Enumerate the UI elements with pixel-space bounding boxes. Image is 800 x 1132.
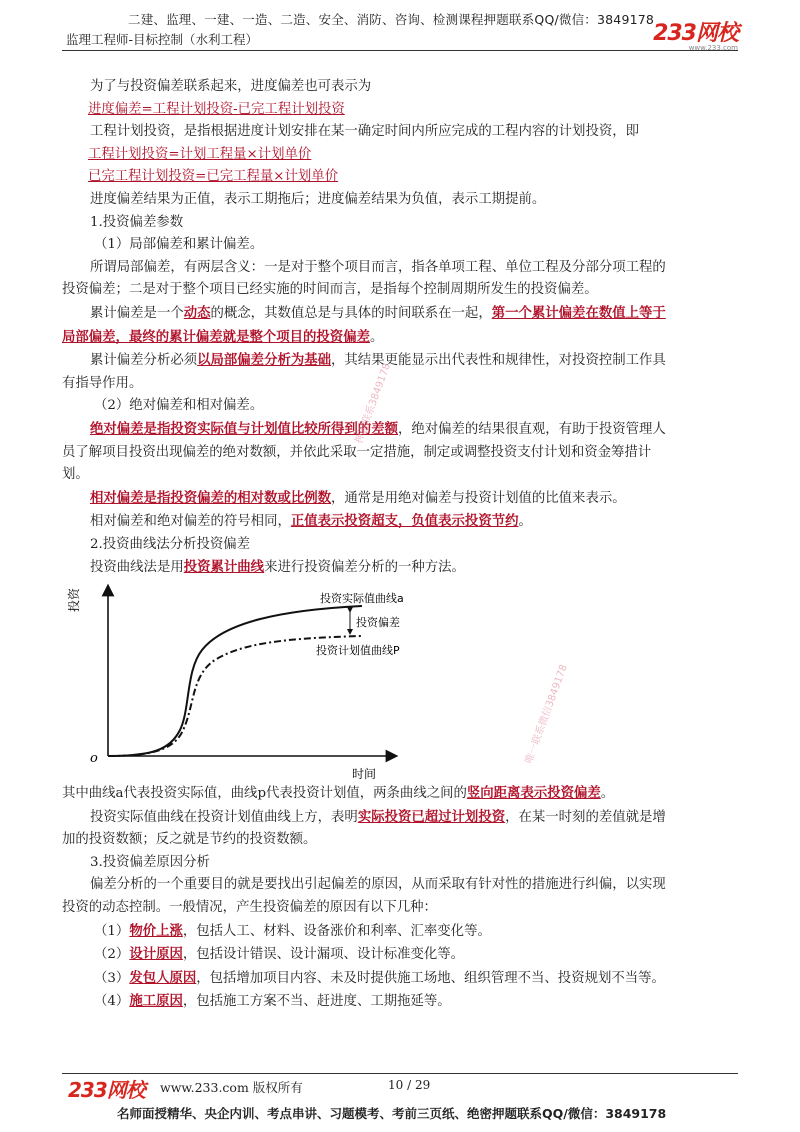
paragraph: 投资曲线法是用投资累计曲线来进行投资偏差分析的一种方法。	[90, 559, 465, 576]
paragraph: 员了解项目投资出现偏差的绝对数额，并依此采取一定措施，制定或调整投资支付计划和资金筹措计	[62, 444, 652, 460]
curve-a-actual	[108, 606, 362, 756]
section-heading: 1.投资偏差参数	[90, 214, 184, 230]
page-number: 10 / 29	[388, 1078, 431, 1092]
footer-logo[interactable]: 233网校	[68, 1078, 145, 1102]
footer-promo: 名师面授精华、央企内训、考点串讲、习题模考、考前三页纸、绝密押题联系QQ/微信：3849178	[117, 1106, 667, 1121]
paragraph: 相对偏差和绝对偏差的符号相同，正值表示投资超支，负值表示投资节约。	[90, 513, 532, 530]
section-heading: 2.投资曲线法分析投资偏差	[90, 536, 251, 552]
paragraph: 投资实际值曲线在投资计划值曲线上方，表明实际投资已超过计划投资，在某一时刻的差值就是增	[90, 808, 666, 825]
watermark: 唯一联系微信3849178	[523, 663, 570, 766]
paragraph: 相对偏差是指投资偏差的相对数或比例数，通常是用绝对偏差与投资计划值的比值来表示。	[90, 489, 626, 506]
logo-url: www.233.com	[688, 44, 738, 52]
paragraph: 投资偏差；二是对于整个项目已经实施的时间而言，是指每个控制周期所发生的投资偏差。	[62, 282, 598, 298]
x-axis-label: 时间	[352, 767, 377, 780]
list-item: （1）物价上涨，包括人工、材料、设备涨价和利率、汇率变化等。	[94, 922, 491, 939]
paragraph: 所谓局部偏差，有两层含义：一是对于整个项目而言，指各单项工程、单位工程及分部分项工程的	[90, 259, 666, 275]
header-divider	[62, 50, 738, 51]
footer-divider	[62, 1073, 738, 1074]
list-item: （4）施工原因，包括施工方案不当、赶进度、工期拖延等。	[94, 993, 451, 1010]
paragraph: 累计偏差分析必须以局部偏差分析为基础，其结果更能显示出代表性和规律性，对投资控制工作具	[90, 352, 666, 369]
curve-a-label: 投资实际值曲线a	[320, 592, 404, 605]
header-top-line: 二建、监理、一建、一造、二造、安全、消防、咨询、检测课程押题联系QQ/微信：3849178	[128, 12, 655, 27]
investment-curve-figure	[62, 580, 462, 780]
formula-progress-deviation: 进度偏差=工程计划投资-已完工程计划投资	[88, 101, 345, 117]
document-body-continued	[62, 782, 740, 1014]
y-axis-label: 投资	[67, 587, 81, 612]
header-logo[interactable]	[653, 16, 738, 52]
paragraph: 工程计划投资，是指根据进度计划安排在某一确定时间内所应完成的工程内容的计划投资，即	[90, 124, 640, 140]
watermark: 押题联系3849178	[353, 361, 394, 446]
formula-planned-investment: 工程计划投资=计划工程量×计划单价	[88, 146, 312, 162]
paragraph: 投资的动态控制。一般情况，产生投资偏差的原因有以下几种：	[62, 899, 437, 915]
footer-copyright: www.233.com 版权所有	[160, 1080, 303, 1095]
paragraph: 局部偏差，最终的累计偏差就是整个项目的投资偏差。	[62, 328, 384, 345]
subsection-heading: （2）绝对偏差和相对偏差。	[94, 398, 264, 414]
paragraph: 累计偏差是一个动态的概念，其数值总是与具体的时间联系在一起，第一个累计偏差在数值上等于	[90, 304, 666, 321]
subsection-heading: （1）局部偏差和累计偏差。	[94, 237, 264, 253]
list-item: （2）设计原因，包括设计错误、设计漏项、设计标准变化等。	[94, 946, 465, 963]
section-heading: 3.投资偏差原因分析	[90, 854, 210, 870]
paragraph: 划。	[62, 467, 89, 483]
origin-label: o	[90, 751, 98, 766]
deviation-label: 投资偏差	[356, 616, 400, 629]
formula-completed-investment: 已完工程计划投资=已完工程量×计划单价	[88, 169, 339, 185]
logo-text: 233网校	[653, 21, 738, 46]
paragraph: 为了与投资偏差联系起来，进度偏差也可表示为	[90, 79, 372, 94]
paragraph: 其中曲线a代表投资实际值，曲线p代表投资计划值，两条曲线之间的竖向距离表示投资偏差。	[62, 785, 615, 801]
document-body	[62, 76, 740, 580]
paragraph: 绝对偏差是指投资实际值与计划值比较所得到的差额，绝对偏差的结果很直观，有助于投资管理人	[90, 420, 666, 437]
paragraph: 有指导作用。	[62, 375, 143, 391]
list-item: （3）发包人原因，包括增加项目内容、未及时提供施工场地、组织管理不当、投资规划不当等。	[94, 969, 665, 986]
paragraph: 偏差分析的一个重要目的就是要找出引起偏差的原因，从而采取有针对性的措施进行纠偏，以实现	[90, 877, 666, 893]
header-subtitle: 监理工程师-目标控制（水利工程）	[66, 32, 259, 47]
curve-p-label: 投资计划值曲线P	[316, 644, 400, 657]
paragraph: 加的投资数额；反之就是节约的投资数额。	[62, 832, 317, 848]
paragraph: 进度偏差结果为正值，表示工期拖后；进度偏差结果为负值，表示工期提前。	[90, 191, 546, 207]
